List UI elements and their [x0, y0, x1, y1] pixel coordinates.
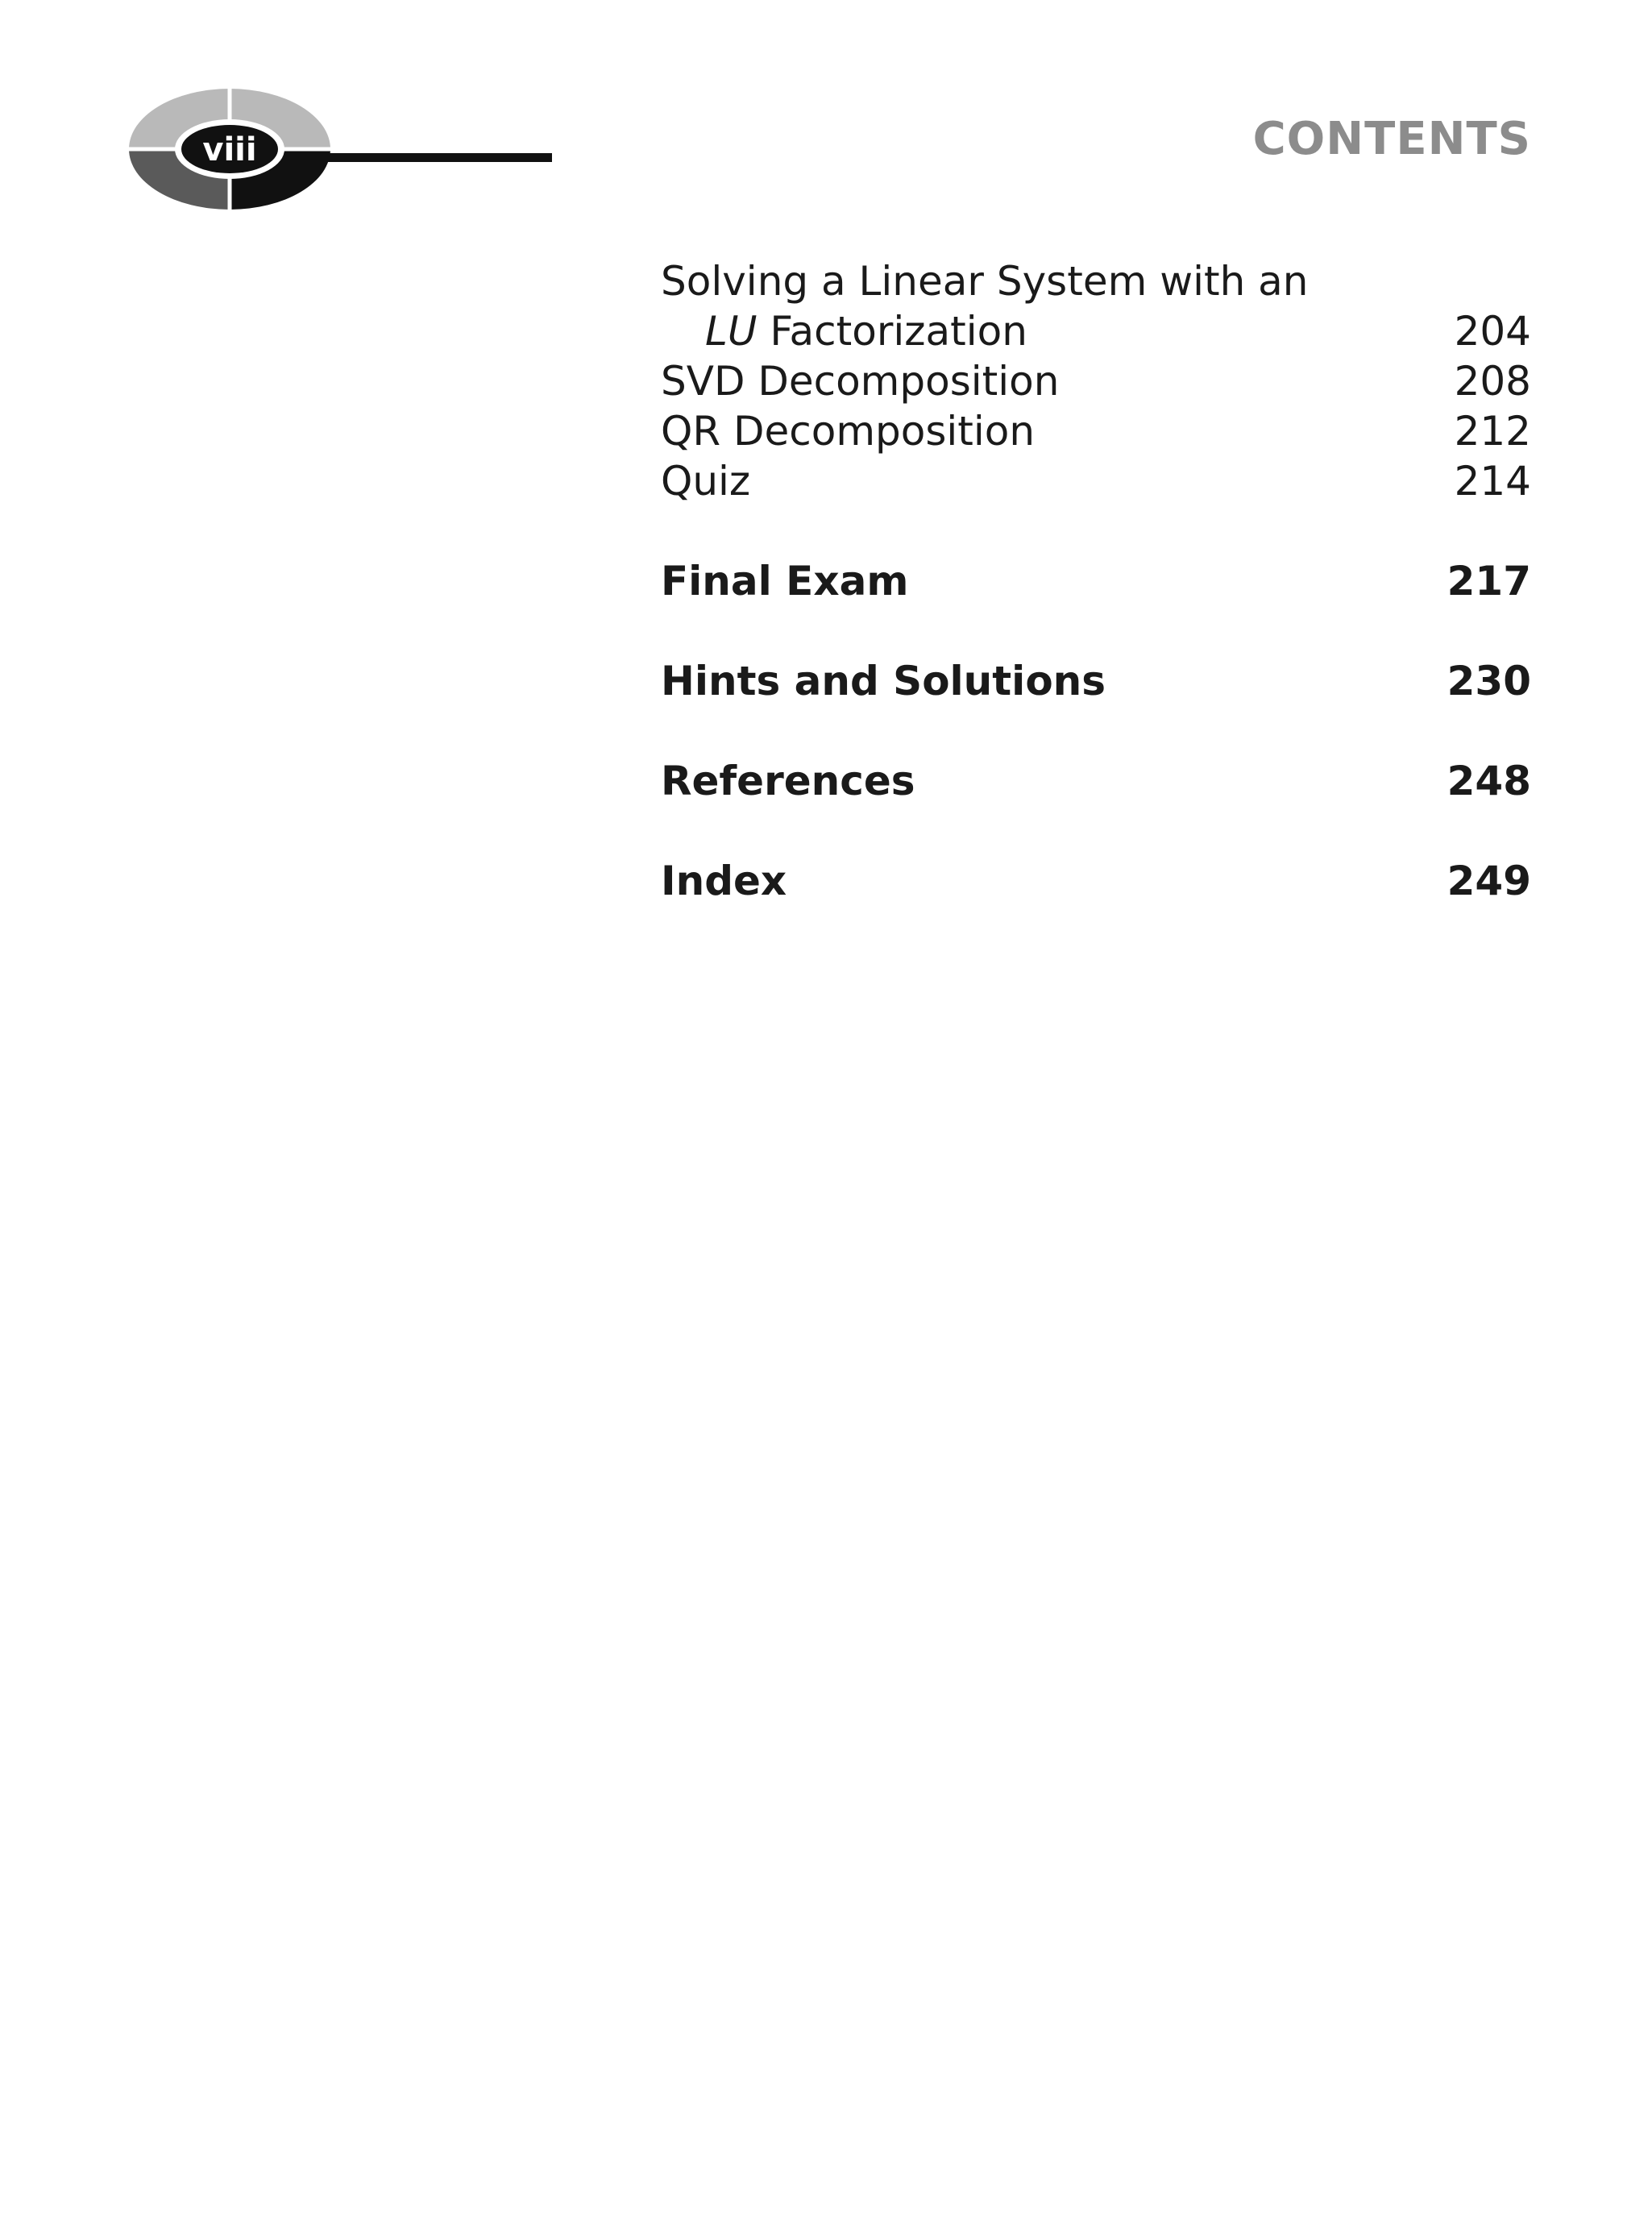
toc-chapter-page: 249	[1447, 858, 1531, 904]
toc-entry-page: 204	[1454, 308, 1531, 355]
toc-entry-title	[661, 306, 1027, 356]
table-of-contents	[661, 256, 1531, 906]
toc-chapter[interactable]	[661, 756, 1531, 806]
toc-entry[interactable]	[661, 356, 1531, 406]
toc-entry-title: Solving a Linear System with an	[661, 258, 1309, 305]
toc-entry-title-rest: Factorization	[757, 308, 1027, 355]
toc-entry-page: 208	[1454, 358, 1531, 405]
toc-entry-title: SVD Decomposition	[661, 358, 1060, 405]
running-head: CONTENTS	[1252, 113, 1531, 165]
toc-entry-title-italic: LU	[705, 308, 758, 355]
toc-chapter-title: Hints and Solutions	[661, 658, 1106, 704]
header-rule	[322, 153, 552, 162]
toc-chapter-title: References	[661, 758, 915, 804]
toc-chapter-page: 230	[1447, 658, 1531, 704]
toc-entry[interactable]	[661, 456, 1531, 506]
toc-entry-page: 212	[1454, 408, 1531, 455]
toc-chapter-page: 217	[1447, 558, 1531, 605]
page-number-badge	[121, 81, 338, 218]
toc-chapter[interactable]	[661, 656, 1531, 706]
toc-chapter-title: Final Exam	[661, 558, 909, 605]
toc-entry[interactable]	[661, 406, 1531, 456]
toc-chapter[interactable]	[661, 556, 1531, 606]
toc-chapter-title: Index	[661, 858, 787, 904]
toc-entry[interactable]	[661, 256, 1531, 306]
toc-chapter-page: 248	[1447, 758, 1531, 804]
toc-entry-page: 214	[1454, 458, 1531, 505]
toc-entry[interactable]	[661, 306, 1531, 356]
toc-chapter[interactable]	[661, 856, 1531, 906]
toc-entry-title: Quiz	[661, 458, 751, 505]
toc-entry-title: QR Decomposition	[661, 408, 1036, 455]
page-number: viii	[202, 131, 257, 168]
